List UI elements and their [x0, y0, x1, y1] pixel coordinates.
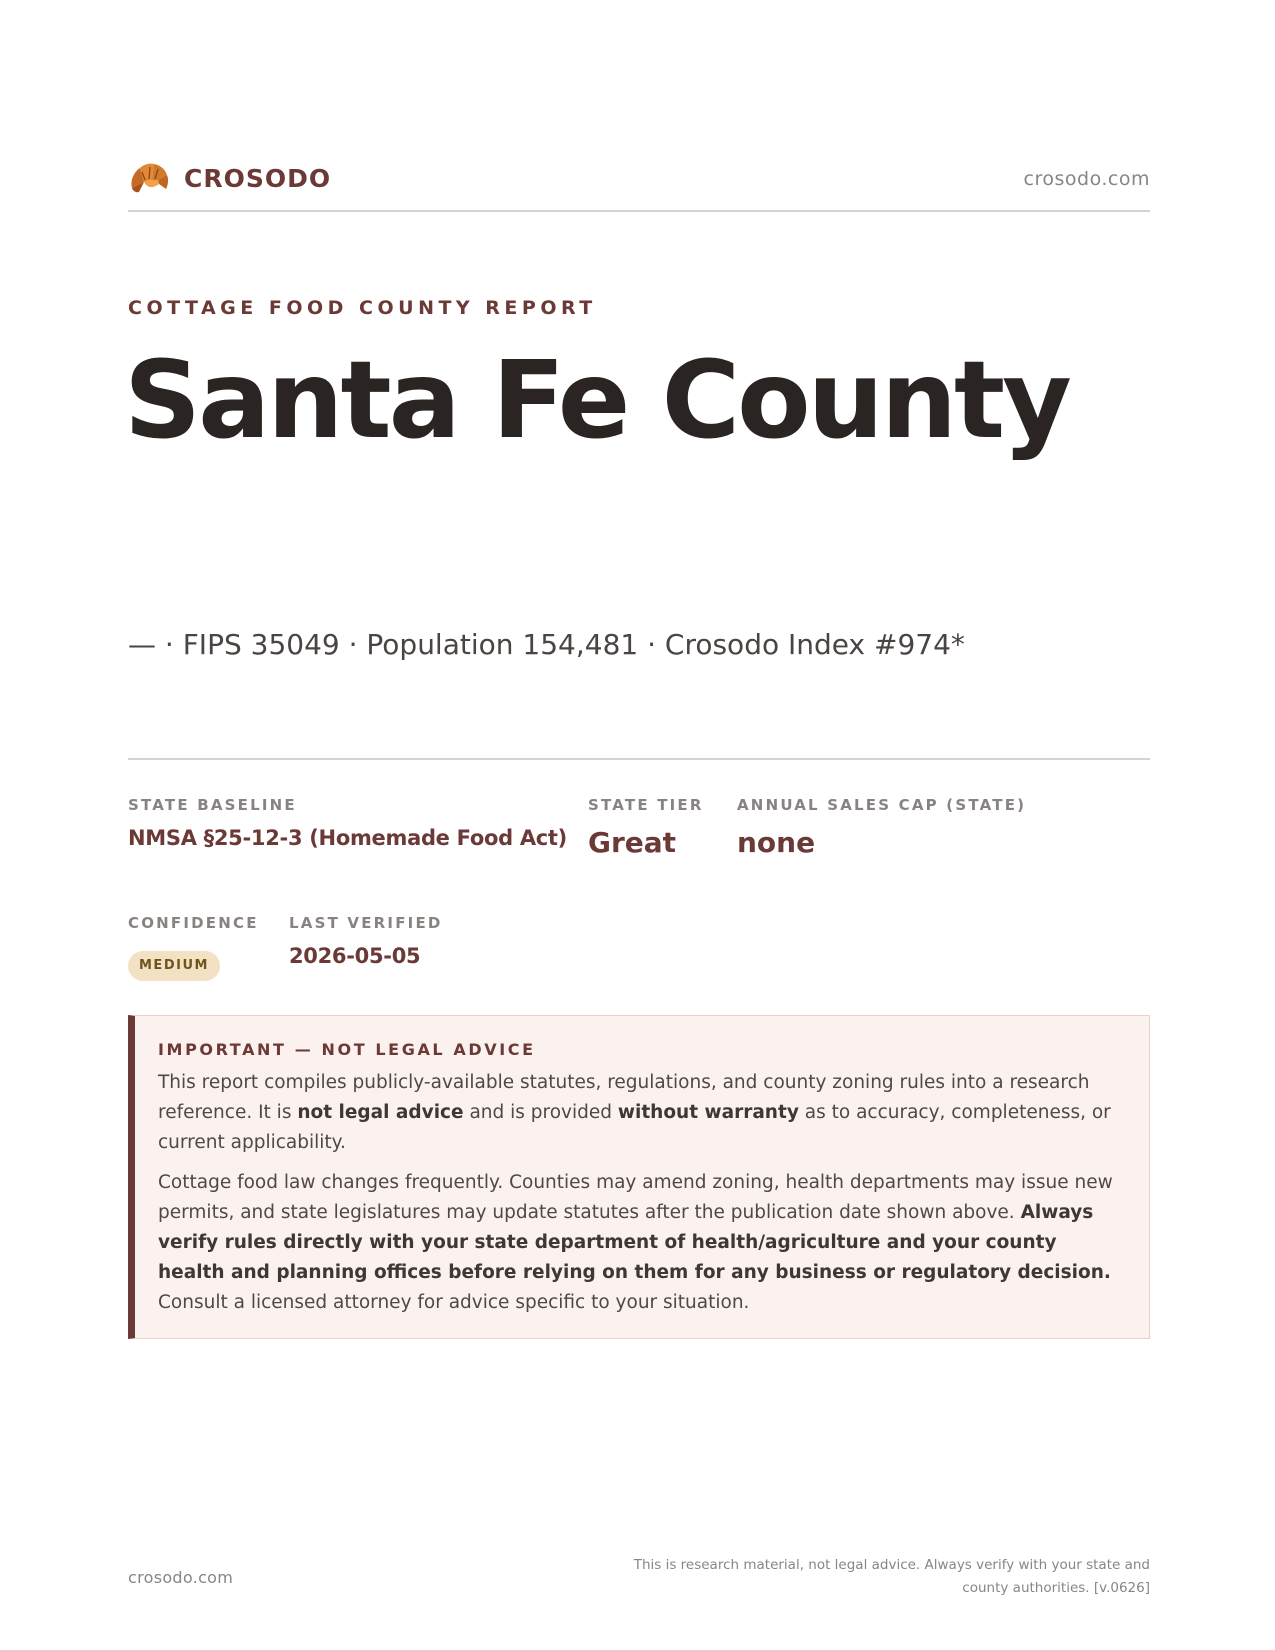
confidence-label: CONFIDENCE: [128, 914, 259, 932]
state-baseline-label: STATE BASELINE: [128, 796, 297, 814]
sales-cap-label: ANNUAL SALES CAP (STATE): [737, 796, 1027, 814]
notice-text: Cottage food law changes frequently. Counties may amend zoning, health departments may issue new permits, and state legislatures may update statutes after the publication date shown above.: [158, 1172, 1113, 1223]
state-baseline-value: NMSA §25-12-3 (Homemade Food Act): [128, 826, 567, 850]
notice-emphasis: without warranty: [617, 1102, 799, 1123]
last-verified-value: 2026-05-05: [289, 944, 421, 968]
notice-paragraph: [158, 1168, 1125, 1318]
brand[interactable]: [128, 158, 331, 198]
notice-emphasis: not legal advice: [297, 1102, 464, 1123]
brand-name: CROSODO: [184, 163, 332, 193]
notice-text: Consult a licensed attorney for advice specific to your situation.: [158, 1292, 750, 1313]
report-kicker: COTTAGE FOOD COUNTY REPORT: [128, 297, 597, 319]
notice-text: as to accuracy, completeness, or current applicability.: [158, 1102, 1111, 1153]
header-site-link[interactable]: crosodo.com: [1023, 168, 1150, 190]
footer-disclaimer: This is research material, not legal advice. Always verify with your state and county authorities. [v.0626]: [633, 1557, 1150, 1596]
confidence-badge: MEDIUM: [128, 951, 220, 981]
footer-site-link[interactable]: crosodo.com: [128, 1568, 234, 1587]
notice-text: and is provided: [463, 1102, 618, 1123]
page-header: [128, 156, 1150, 212]
notice-text: This report compiles publicly-available statutes, regulations, and county zoning rules into a research reference. It is: [158, 1072, 1090, 1123]
state-tier-value: Great: [588, 826, 677, 859]
notice-paragraph: [158, 1068, 1125, 1158]
notice-title: IMPORTANT — NOT LEGAL ADVICE: [158, 1040, 536, 1059]
sales-cap-value: none: [737, 826, 816, 859]
notice-emphasis: Always verify rules directly with your state department of health/agriculture and your county health and planning offices before relying on them for any business or regulatory decision.: [158, 1202, 1111, 1283]
legal-notice: [128, 1015, 1150, 1339]
section-divider: [128, 758, 1150, 760]
page-title: Santa Fe County: [124, 339, 1069, 463]
last-verified-label: LAST VERIFIED: [289, 914, 443, 932]
croissant-icon: [128, 158, 170, 198]
state-tier-label: STATE TIER: [588, 796, 704, 814]
county-meta: — · FIPS 35049 · Population 154,481 · Crosodo Index #974*: [128, 628, 965, 661]
